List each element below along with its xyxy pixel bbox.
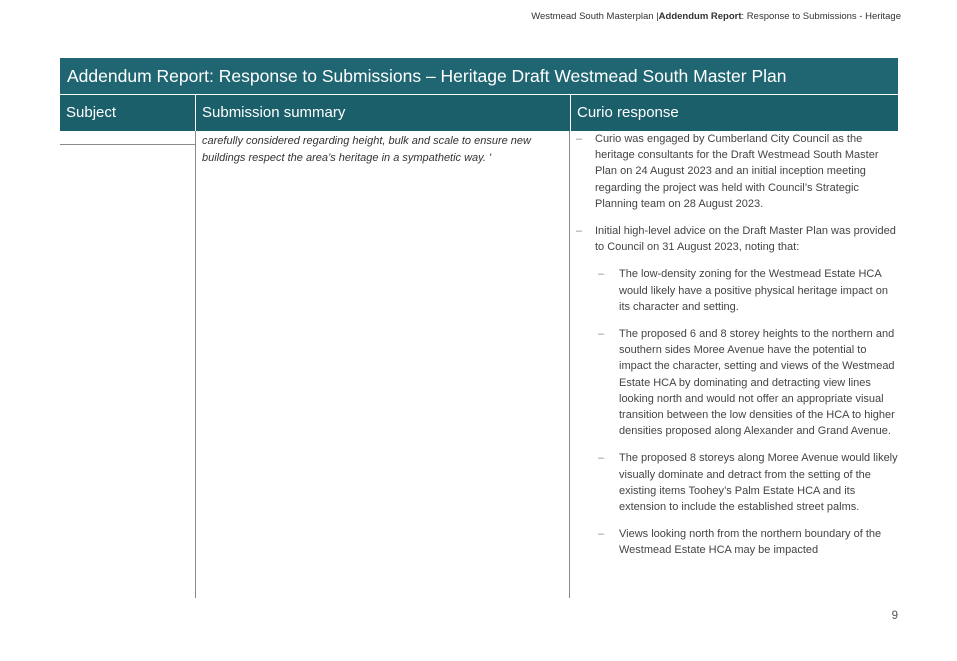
column-header-curio-response: Curio response <box>570 95 898 131</box>
table-row <box>60 131 898 598</box>
dash-bullet: – <box>576 225 583 238</box>
response-text: The low-density zoning for the Westmead Estate HCA would likely have a positive physical heritage impact on its character and setting. <box>619 268 889 313</box>
response-text: Initial high-level advice on the Draft Master Plan was provided to Council on 31 August 2023, noting that: <box>595 225 896 254</box>
column-header-submission-summary: Submission summary <box>195 95 570 131</box>
dash-bullet: – <box>576 133 583 145</box>
response-item <box>570 131 898 212</box>
response-text: Views looking north from the northern boundary of the Westmead Estate HCA may be impacted <box>619 528 882 557</box>
response-subitem <box>570 266 898 315</box>
running-header-suffix: : Response to Submissions - Heritage <box>741 11 901 22</box>
column-header-subject: Subject <box>66 104 117 121</box>
response-text: Curio was engaged by Cumberland City Council as the heritage consultants for the Draft Westmead South Master Plan on 24 August 2023 and an initial inception meeting regarding the project was held with Council’s Strategic Planning team on 28 August 2023. <box>595 133 879 210</box>
submission-summary-cell <box>195 131 570 598</box>
dash-bullet: – <box>598 268 605 281</box>
row-divider <box>60 144 195 145</box>
response-item <box>570 223 898 255</box>
response-text: The proposed 6 and 8 storey heights to the northern and southern sides Moree Avenue have the potential to impact the character, setting and views of the Westmead Estate HCA by dominating and detracting view lines looking north and would not offer an appropriate visual transition between the low densities of the HCA to higher densities proposed along Alexander and Grand Avenue. <box>619 328 895 438</box>
response-subitem <box>570 526 898 558</box>
response-subitem <box>570 326 898 439</box>
dash-bullet: – <box>598 528 605 541</box>
running-header-bold: Addendum Report <box>658 11 742 22</box>
page-number: 9 <box>891 610 898 622</box>
dash-bullet: – <box>598 452 605 465</box>
curio-response-cell <box>570 131 898 598</box>
submission-summary-text: carefully considered regarding height, bulk and scale to ensure new buildings respect the area’s heritage in a sympathetic way. ' <box>202 135 531 164</box>
running-header-prefix: Westmead South Masterplan | <box>531 11 659 22</box>
dash-bullet: – <box>598 328 605 341</box>
response-table <box>60 58 898 598</box>
table-title: Addendum Report: Response to Submissions – Heritage Draft Westmead South Master Plan <box>60 58 898 94</box>
running-header <box>531 11 901 22</box>
table-header-row <box>60 94 898 131</box>
response-subitem <box>570 450 898 515</box>
subject-cell <box>60 131 195 598</box>
response-text: The proposed 8 storeys along Moree Avenue would likely visually dominate and detract from the setting of the existing items Toohey’s Palm Estate HCA and its extension to include the established street palms. <box>619 452 898 514</box>
